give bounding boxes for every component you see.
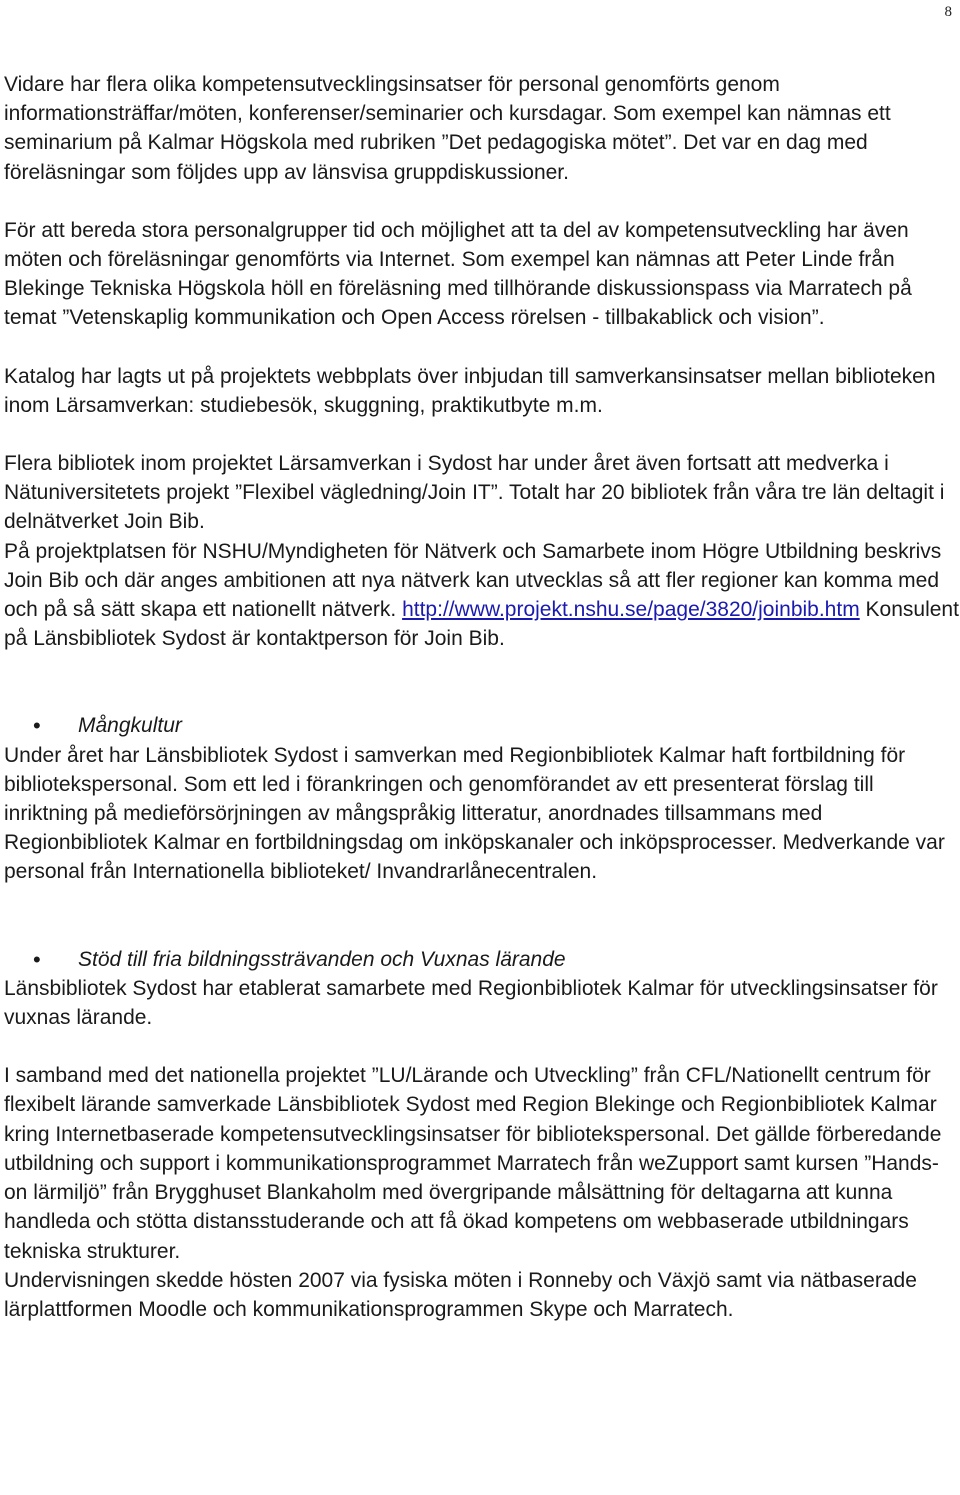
page-number: 8	[944, 4, 952, 20]
paragraph-katalog: Katalog har lagts ut på projektets webbplats över inbjudan till samverkansinsatser mellan biblioteken inom Lärsamverkan: studiebesök, skuggning, praktikutbyte m.m.	[4, 364, 936, 417]
paragraph-vuxnas-larande-2: I samband med det nationella projektet ”LU/Lärande och Utveckling” från CFL/Nationellt centrum för flexibelt lärande samverkade Länsbibliotek Sydost med Region Blekinge och Regionbibliotek Kalmar kring Internetbaserade kompetensutvecklingsinsatser för bibliotekspersonal. Det gällde förberedande utbildning och support i kommunikationsprogrammet Marratech från weZupport samt kursen ”Hands-on lärmiljö” från Brygghuset Blankaholm med övergripande målsättning för deltagarna att kunna handleda och stötta distansstuderande och att få ökad kompetens om webbaserade utbildningars tekniska strukturer.	[4, 1064, 942, 1263]
heading-mangkultur: • Mångkultur	[4, 711, 960, 740]
paragraph-join-bib-tail: Konsulent på Länsbibliotek Sydost är kontaktperson för Join Bib.	[4, 598, 959, 651]
document-body	[4, 70, 960, 1324]
paragraph-mangkultur: Under året har Länsbibliotek Sydost i samverkan med Regionbibliotek Kalmar haft fortbildning för bibliotekspersonal. Som ett led i förankringen och genomförandet av ett presenterat förslag till inriktning på medieförsörjningen av mångspråkig litteratur, anordnades tillsammans med Regionbibliotek Kalmar en fortbildningsdag om inköpskanaler och inköpsprocesser. Medverkande var personal från Internationella biblioteket/ Invandrarlånecentralen.	[4, 743, 945, 884]
paragraph-join-it: Flera bibliotek inom projektet Lärsamverkan i Sydost har under året även fortsatt att medverka i Nätuniversitetets projekt ”Flexibel vägledning/Join IT”. Totalt har 20 bibliotek från våra tre län deltagit i delnätverket Join Bib.	[4, 452, 945, 534]
paragraph-join-bib-text: På projektplatsen för NSHU/Myndigheten för Nätverk och Samarbete inom Högre Utbildning beskrivs Join Bib och där anges ambitionen att nya nätverk kan utvecklas så att fler regioner kan komma med och på så sätt skapa ett nationellt nätverk.	[4, 539, 942, 622]
joinbib-link[interactable]: http://www.projekt.nshu.se/page/3820/joinbib.htm	[402, 598, 860, 622]
paragraph-internet: För att bereda stora personalgrupper tid och möjlighet att ta del av kompetensutveckling har även möten och föreläsningar genomförts via Internet. Som exempel kan nämnas att Peter Linde från Blekinge Tekniska Högskola höll en föreläsning med tillhörande diskussionspass via Marratech på temat ”Vetenskaplig kommunikation och Open Access rörelsen - tillbakablick och vision”.	[4, 218, 912, 330]
paragraph-kompetensutveckling: Vidare har flera olika kompetensutvecklingsinsatser för personal genomförts genom informationsträffar/möten, konferenser/seminarier och kursdagar. Som exempel kan nämnas ett seminarium på Kalmar Högskola med rubriken ”Det pedagogiska mötet”. Det var en dag med föreläsningar som följdes upp av länsvisa gruppdiskussioner.	[4, 73, 891, 184]
heading-vuxnas-larande: • Stöd till fria bildningssträvanden och Vuxnas lärande	[4, 945, 960, 974]
paragraph-vuxnas-larande-1: Länsbibliotek Sydost har etablerat samarbete med Regionbibliotek Kalmar för utvecklingsinsatser för vuxnas lärande.	[4, 976, 938, 1030]
paragraph-join-bib	[4, 537, 960, 654]
paragraph-vuxnas-larande-3: Undervisningen skedde hösten 2007 via fysiska möten i Ronneby och Växjö samt via nätbaserade lärplattformen Moodle och kommunikationsprogrammen Skype och Marratech.	[4, 1268, 917, 1321]
